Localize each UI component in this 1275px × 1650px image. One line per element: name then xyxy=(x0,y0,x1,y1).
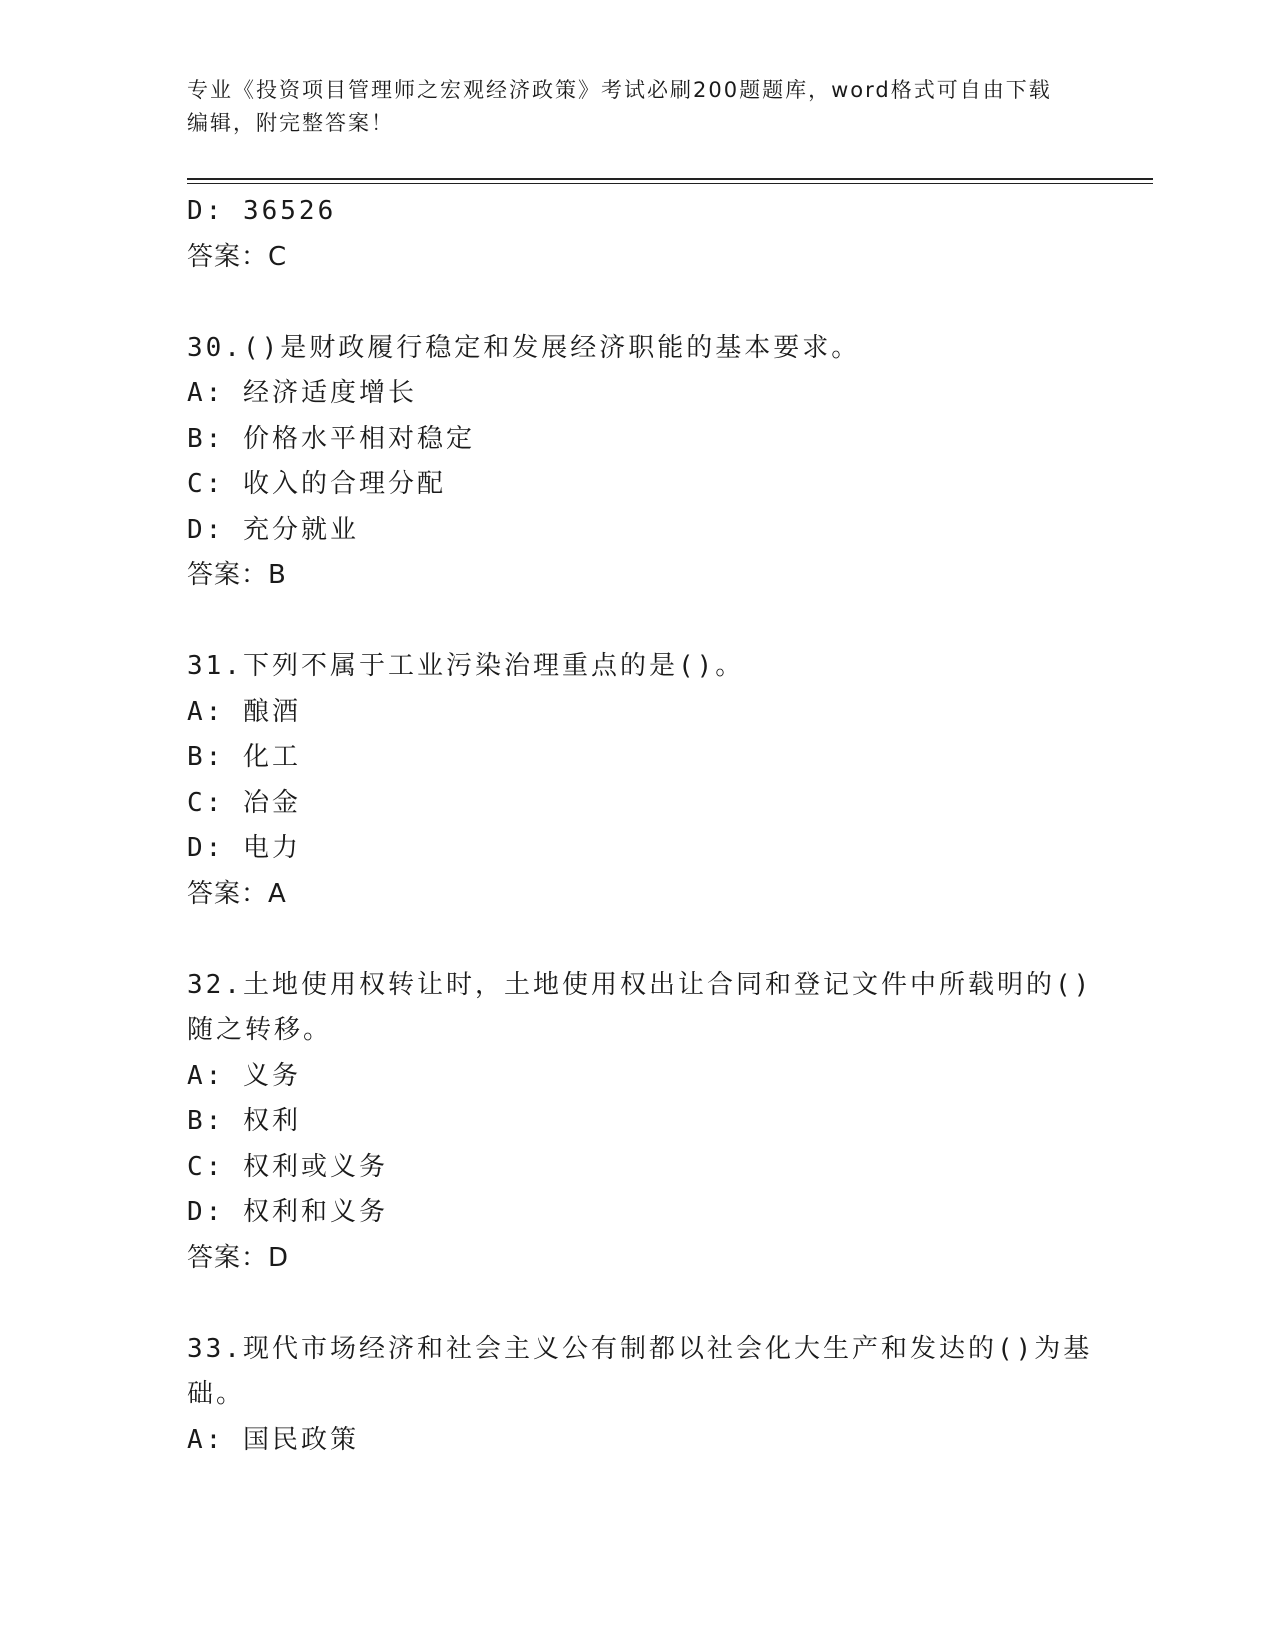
option-c: C: 冶金 xyxy=(187,787,301,818)
option-a: A: 义务 xyxy=(187,1060,301,1091)
answer: 答案：D xyxy=(187,1242,290,1273)
option-c: C: 权利或义务 xyxy=(187,1151,388,1182)
option-b: B: 权利 xyxy=(187,1106,301,1136)
option-a: A: 国民政策 xyxy=(187,1424,359,1455)
option-b: B: 价格水平相对稳定 xyxy=(187,423,475,454)
option-d: D: 充分就业 xyxy=(187,514,359,545)
option-d: D: 权利和义务 xyxy=(187,1197,388,1227)
question-list xyxy=(187,189,1093,1463)
question-stem-line-2: 础。 xyxy=(187,1379,246,1409)
header-divider-thick xyxy=(187,178,1153,180)
question-stem-line-1: 32.土地使用权转让时，土地使用权出让合同和登记文件中所载明的() xyxy=(187,969,1093,1000)
question-stem-line-1: 33.现代市场经济和社会主义公有制都以社会化大生产和发达的()为基 xyxy=(187,1333,1093,1364)
option-b: B: 化工 xyxy=(187,742,301,772)
answer: 答案：A xyxy=(187,878,287,909)
option-a: A: 酿酒 xyxy=(187,696,301,727)
answer: 答案：C xyxy=(187,241,288,272)
question-stem-line-2: 随之转移。 xyxy=(187,1015,333,1045)
document-header: 专业《投资项目管理师之宏观经济政策》考试必刷200题题库，word格式可自由下载编辑，附完整答案！ xyxy=(187,78,1052,135)
answer: 答案：B xyxy=(187,560,287,590)
option-a: A: 经济适度增长 xyxy=(187,378,417,408)
option-c: C: 收入的合理分配 xyxy=(187,469,446,499)
question-stem: 30.()是财政履行稳定和发展经济职能的基本要求。 xyxy=(187,332,861,363)
question-stem: 31.下列不属于工业污染治理重点的是()。 xyxy=(187,651,745,681)
header-divider-thin xyxy=(187,183,1153,184)
option-d: D: 36526 xyxy=(187,196,337,226)
option-d: D: 电力 xyxy=(187,833,301,863)
